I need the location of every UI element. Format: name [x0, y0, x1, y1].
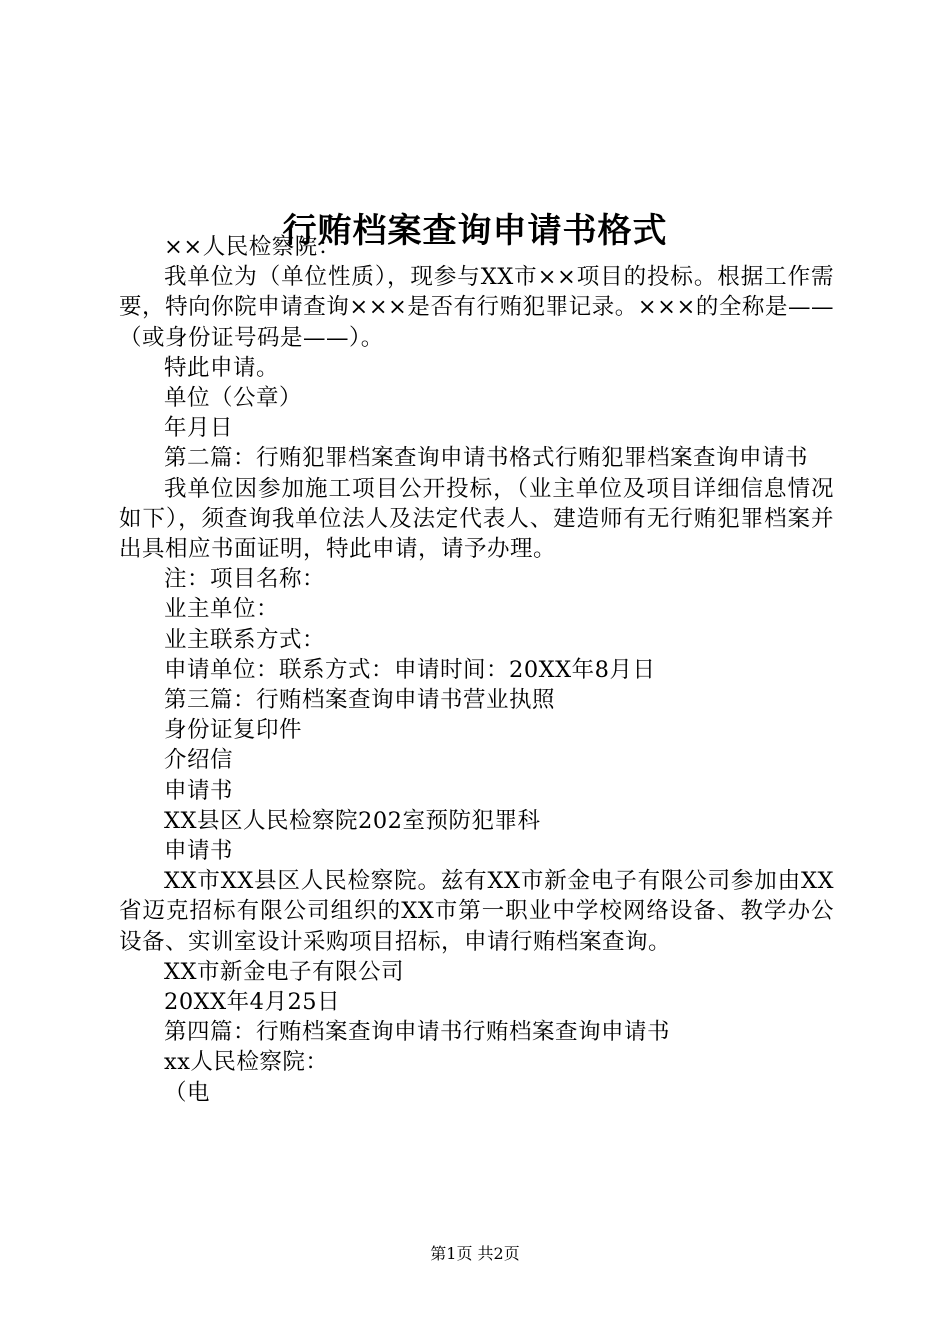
paragraph: 申请书	[164, 777, 234, 804]
paragraph: 申请单位：联系方式：申请时间：20XX年8月日	[164, 656, 656, 683]
document-title: 行贿档案查询申请书格式	[282, 210, 668, 251]
paragraph: 年月日	[164, 415, 234, 442]
paragraph: 我单位因参加施工项目公开投标，（业主单位及项目详细信息情况如下），须查询我单位法人及法定代表人、建造师有无行贿犯罪档案并出具相应书面证明，特此申请，请予办理。	[119, 475, 834, 563]
paragraph: XX市新金电子有限公司	[164, 958, 405, 985]
paragraph: 20XX年4月25日	[164, 989, 341, 1016]
paragraph: 注：项目名称：	[164, 566, 326, 593]
paragraph: ××人民检察院：	[164, 234, 341, 260]
paragraph: 身份证复印件	[164, 717, 303, 744]
paragraph: 我单位为（单位性质），现参与XX市××项目的投标。根据工作需要，特向你院申请查询×××是否有行贿犯罪记录。×××的全称是——（或身份证号码是——）。	[119, 264, 834, 351]
section-heading: 第二篇：行贿犯罪档案查询申请书格式行贿犯罪档案查询申请书	[164, 445, 809, 472]
section-heading: 第三篇：行贿档案查询申请书营业执照	[164, 687, 556, 714]
paragraph: 单位（公章）	[164, 385, 303, 412]
paragraph: （电	[164, 1079, 211, 1106]
paragraph: 业主单位：	[164, 596, 280, 623]
section-heading: 第四篇：行贿档案查询申请书行贿档案查询申请书	[164, 1019, 671, 1046]
paragraph: 特此申请。	[164, 354, 280, 381]
paragraph: 业主联系方式：	[164, 626, 326, 653]
paragraph: 介绍信	[164, 747, 234, 774]
document-body	[119, 232, 834, 1108]
paragraph: XX县区人民检察院202室预防犯罪科	[164, 807, 541, 834]
paragraph: xx人民检察院：	[164, 1049, 329, 1076]
page-footer: 第1页 共2页	[430, 1244, 520, 1263]
paragraph: XX市XX县区人民检察院。兹有XX市新金电子有限公司参加由XX省迈克招标有限公司组织的XX市第一职业中学校网络设备、教学办公设备、实训室设计采购项目招标，申请行贿档案查询。	[119, 868, 834, 955]
paragraph: 申请书	[164, 838, 234, 865]
